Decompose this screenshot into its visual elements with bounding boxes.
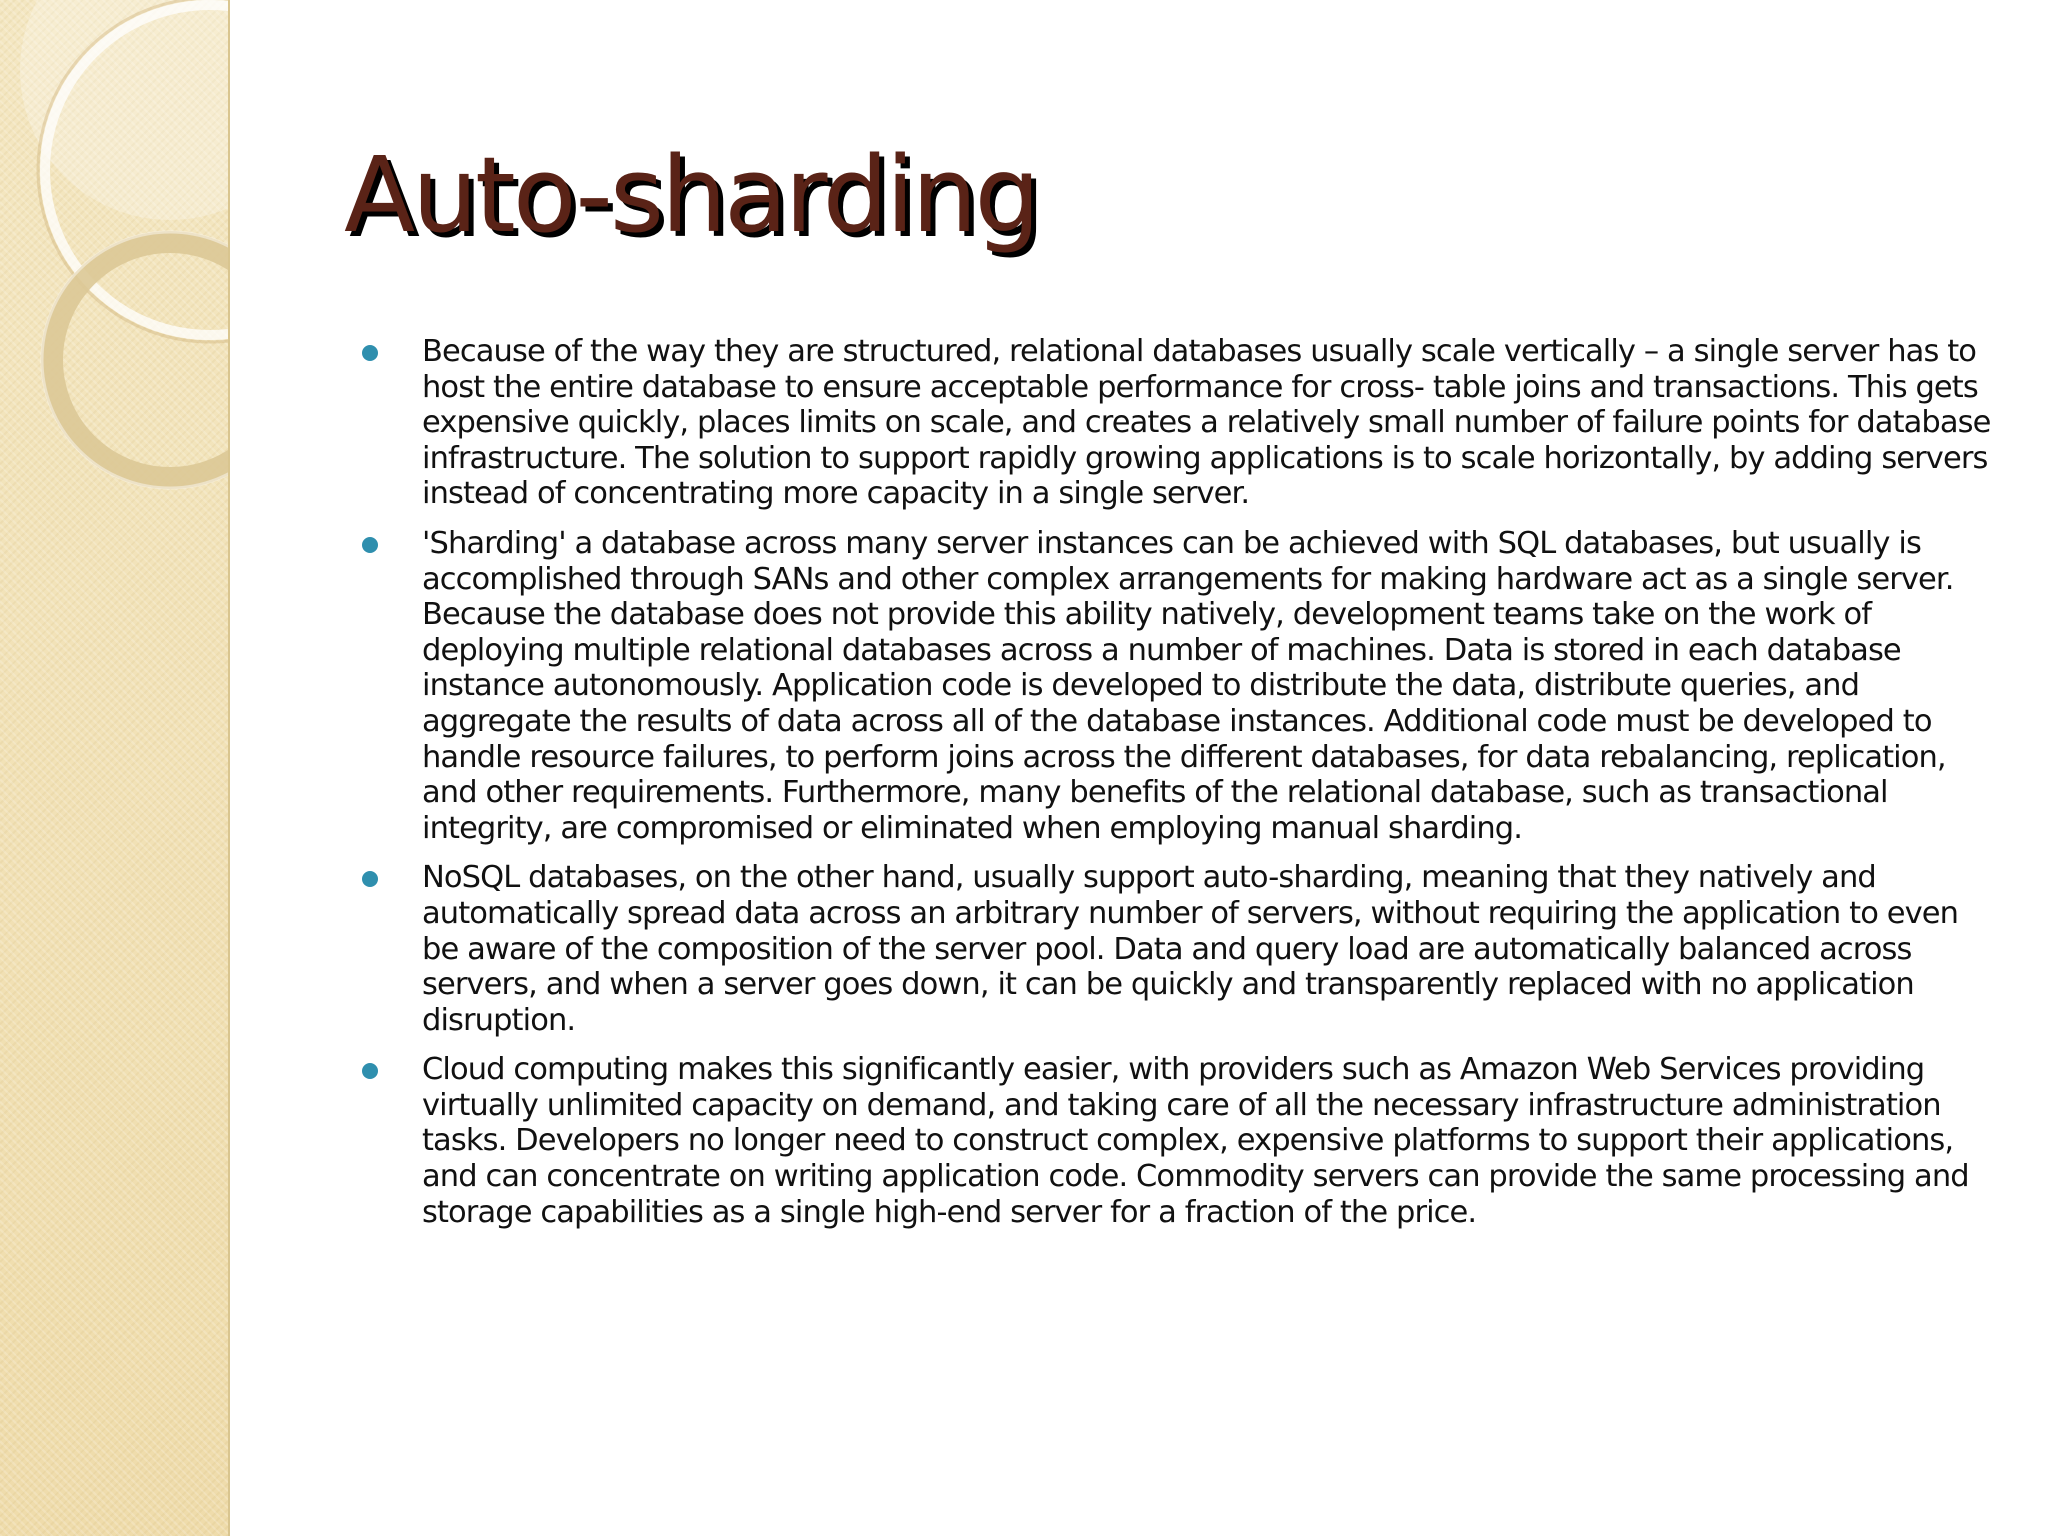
bullet-item bbox=[354, 334, 1994, 512]
bullet-item bbox=[354, 860, 1994, 1038]
decorative-rings-icon bbox=[0, 0, 228, 520]
bullet-dot-icon bbox=[362, 1063, 378, 1079]
bullet-text: Because of the way they are structured, relational databases usually scale vertically – a single server has to host the entire database to ensure acceptable performance for cross- table joins and transactions. This gets expensive quickly, places limits on scale, and creates a relatively small number of failure points for database infrastructure. The solution to support rapidly growing applications is to scale horizontally, by adding servers instead of concentrating more capacity in a single server. bbox=[422, 334, 1991, 512]
bullet-text: 'Sharding' a database across many server instances can be achieved with SQL databases, but usually is accomplished through SANs and other complex arrangements for making hardware act as a single server. Because the database does not provide this ability natively, development teams take on the work of deploying multiple relational databases across a number of machines. Data is stored in each database instance autonomously. Application code is developed to distribute the data, distribute queries, and aggregate the results of data across all of the database instances. Additional code must be developed to handle resource failures, to perform joins across the different databases, for data rebalancing, replication, and other requirements. Furthermore, many benefits of the relational database, such as transactional integrity, are compromised or eliminated when employing manual sharding. bbox=[422, 525, 1954, 846]
slide-title: Auto-sharding bbox=[344, 134, 1038, 256]
bullet-item bbox=[354, 526, 1994, 846]
bullet-text: Cloud computing makes this significantly easier, with providers such as Amazon Web Services providing virtually unlimited capacity on demand, and taking care of all the necessary infrastructure administration tasks. Developers no longer need to construct complex, expensive platforms to support their applications, and can concentrate on writing application code. Commodity servers can provide the same processing and storage capabilities as a single high-end server for a fraction of the price. bbox=[422, 1052, 1969, 1230]
bullet-dot-icon bbox=[362, 537, 378, 553]
bullet-dot-icon bbox=[362, 871, 378, 887]
bullet-text: NoSQL databases, on the other hand, usually support auto-sharding, meaning that they natively and automatically spread data across an arbitrary number of servers, without requiring the application to even be aware of the composition of the server pool. Data and query load are automatically balanced across servers, and when a server goes down, it can be quickly and transparently replaced with no application disruption. bbox=[422, 860, 1959, 1038]
bullet-list bbox=[354, 334, 1994, 1244]
decorative-sidebar bbox=[0, 0, 230, 1536]
bullet-item bbox=[354, 1052, 1994, 1230]
bullet-dot-icon bbox=[362, 345, 378, 361]
